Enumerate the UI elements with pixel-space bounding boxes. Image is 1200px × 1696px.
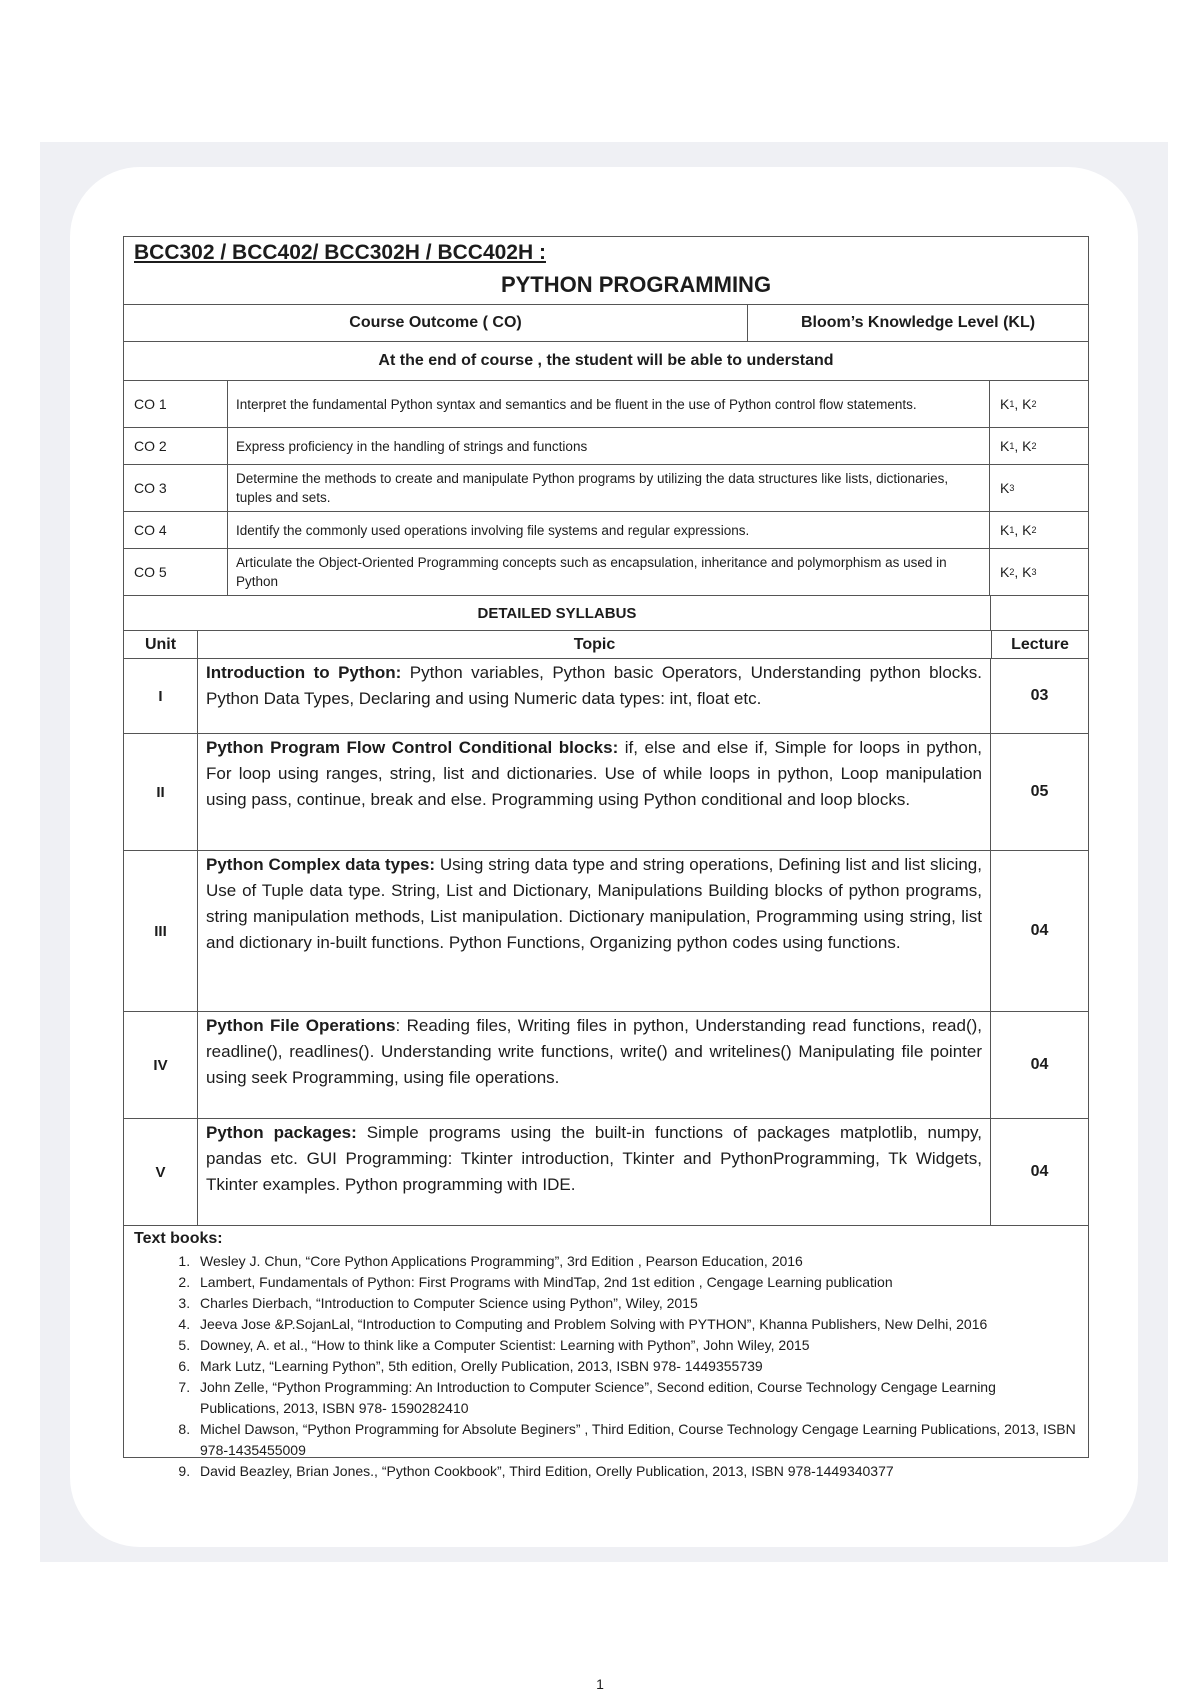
textbook-list bbox=[134, 1251, 1078, 1482]
unit-topic bbox=[198, 851, 991, 1011]
textbook-item: 9. David Beazley, Brian Jones., “Python Cookbook”, Third Edition, Orelly Publication, 2013, ISBN 978-1449340377 bbox=[194, 1461, 1078, 1482]
unit-header-row bbox=[124, 631, 1088, 659]
textbooks-section bbox=[124, 1226, 1088, 1486]
unit-row bbox=[124, 659, 1088, 734]
course-codes: BCC302 / BCC402/ BCC302H / BCC402H : bbox=[134, 241, 546, 264]
kl-header: Bloom’s Knowledge Level (KL) bbox=[800, 314, 1036, 331]
unit-col-header: Unit bbox=[124, 631, 198, 658]
unit-lecture-count: 03 bbox=[1030, 687, 1049, 704]
textbooks-title: Text books: bbox=[134, 1230, 223, 1247]
unit-topic-heading: Python File Operations bbox=[206, 1016, 396, 1035]
co-knowledge-level: K 1 , K 2 bbox=[1000, 522, 1037, 538]
detailed-syllabus-heading: DETAILED SYLLABUS bbox=[124, 596, 991, 630]
textbook-item: 6. Mark Lutz, “Learning Python”, 5th edition, Orelly Publication, 2013, ISBN 978- 1449355739 bbox=[194, 1356, 1078, 1377]
unit-topic bbox=[198, 1119, 991, 1225]
co-knowledge-level: K 1 , K 2 bbox=[1000, 396, 1037, 412]
unit-topic bbox=[198, 659, 991, 733]
unit-topic-body: if, else and else if, Simple for loops in python, For loop using ranges, string, list and dictionaries. Use of while loops in python, Loop manipulation using pass, continue, break and else. Programming using Python conditional and loop blocks. bbox=[206, 738, 982, 809]
co-header-row bbox=[124, 305, 1088, 342]
co-description: Articulate the Object-Oriented Programming concepts such as encapsulation, inheritance and polymorphism as used in Python bbox=[228, 549, 990, 595]
unit-topic-heading: Introduction to Python: bbox=[206, 663, 402, 682]
co-intro: At the end of course , the student will be able to understand bbox=[124, 342, 1088, 381]
unit-number: V bbox=[124, 1119, 198, 1225]
unit-lecture-count: 04 bbox=[1030, 1163, 1049, 1180]
co-row bbox=[124, 512, 1088, 549]
co-id: CO 4 bbox=[124, 512, 228, 548]
co-rows bbox=[124, 381, 1088, 596]
textbook-item: 4. Jeeva Jose &P.SojanLal, “Introduction to Computing and Problem Solving with PYTHON”, Khanna Publishers, New Delhi, 2016 bbox=[194, 1314, 1078, 1335]
co-description: Identify the commonly used operations involving file systems and regular expressions. bbox=[228, 512, 990, 548]
unit-topic-body: Using string data type and string operations, Defining list and list slicing, Use of Tuple data type. String, List and Dictionary, Manipulations Building blocks of python programs, string manipulation methods, List manipulation. Dictionary manipulation, Programming using string, list and dictionary in-built functions. Python Functions, Organizing python codes using functions. bbox=[206, 855, 982, 952]
co-id: CO 2 bbox=[124, 428, 228, 464]
unit-row bbox=[124, 1119, 1088, 1226]
unit-topic-heading: Python Program Flow Control Conditional blocks: bbox=[206, 738, 619, 757]
unit-rows bbox=[124, 659, 1088, 1226]
unit-lecture-count: 04 bbox=[1030, 922, 1049, 939]
unit-topic bbox=[198, 734, 991, 850]
page-number: 1 bbox=[596, 1676, 604, 1692]
unit-topic-body: Simple programs using the built-in functions of packages matplotlib, numpy, pandas etc. GUI Programming: Tkinter introduction, Tkinter and PythonProgramming, Tk Widgets, Tkinter examples. Python programming with IDE. bbox=[206, 1123, 982, 1194]
unit-topic bbox=[198, 1012, 991, 1118]
co-row bbox=[124, 381, 1088, 428]
co-header: Course Outcome ( CO) bbox=[124, 305, 748, 341]
unit-row bbox=[124, 734, 1088, 851]
co-id: CO 1 bbox=[124, 381, 228, 427]
co-id: CO 5 bbox=[124, 549, 228, 595]
unit-lecture-count: 05 bbox=[1030, 783, 1049, 800]
unit-number: II bbox=[124, 734, 198, 850]
unit-row bbox=[124, 851, 1088, 1012]
syllabus-sheet bbox=[123, 236, 1089, 1479]
topic-col-header: Topic bbox=[198, 631, 992, 658]
unit-number: I bbox=[124, 659, 198, 733]
detailed-syllabus-row bbox=[124, 596, 1088, 631]
co-row bbox=[124, 549, 1088, 596]
unit-lecture-count: 04 bbox=[1030, 1056, 1049, 1073]
unit-number: IV bbox=[124, 1012, 198, 1118]
lecture-col-header: Lecture bbox=[1011, 635, 1069, 653]
textbook-item: 2. Lambert, Fundamentals of Python: First Programs with MindTap, 2nd 1st edition , Cengage Learning publication bbox=[194, 1272, 1078, 1293]
unit-row bbox=[124, 1012, 1088, 1119]
co-id: CO 3 bbox=[124, 465, 228, 511]
unit-number: III bbox=[124, 851, 198, 1011]
co-row bbox=[124, 465, 1088, 512]
co-row bbox=[124, 428, 1088, 465]
unit-topic-heading: Python packages: bbox=[206, 1123, 357, 1142]
textbook-item: 1. Wesley J. Chun, “Core Python Applications Programming”, 3rd Edition , Pearson Education, 2016 bbox=[194, 1251, 1078, 1272]
co-knowledge-level: K 3 bbox=[1000, 480, 1015, 496]
unit-topic-body: Python variables, Python basic Operators, Understanding python blocks. Python Data Types, Declaring and using Numeric data types: int, float etc. bbox=[206, 663, 982, 708]
co-description: Express proficiency in the handling of strings and functions bbox=[228, 428, 990, 464]
textbook-item: 8. Michel Dawson, “Python Programming for Absolute Beginers” , Third Edition, Course Technology Cengage Learning Publications, 2013, ISBN 978-1435455009 bbox=[194, 1419, 1078, 1461]
textbook-item: 5. Downey, A. et al., “How to think like a Computer Scientist: Learning with Python”, John Wiley, 2015 bbox=[194, 1335, 1078, 1356]
unit-topic-body: : Reading files, Writing files in python, Understanding read functions, read(), readline(), readlines(). Understanding write functions, write() and writelines() Manipulating file pointer using seek Programming, using file operations. bbox=[206, 1016, 982, 1087]
textbook-item: 7. John Zelle, “Python Programming: An Introduction to Computer Science”, Second edition, Course Technology Cengage Learning Publications, 2013, ISBN 978- 1590282410 bbox=[194, 1377, 1078, 1419]
textbook-item: 3. Charles Dierbach, “Introduction to Computer Science using Python”, Wiley, 2015 bbox=[194, 1293, 1078, 1314]
title-block bbox=[124, 237, 1088, 305]
co-description: Determine the methods to create and manipulate Python programs by utilizing the data structures like lists, dictionaries, tuples and sets. bbox=[228, 465, 990, 511]
unit-topic-heading: Python Complex data types: bbox=[206, 855, 436, 874]
co-description: Interpret the fundamental Python syntax and semantics and be fluent in the use of Python control flow statements. bbox=[228, 381, 990, 427]
co-knowledge-level: K 2 , K 3 bbox=[1000, 564, 1037, 580]
co-knowledge-level: K 1 , K 2 bbox=[1000, 438, 1037, 454]
course-title: PYTHON PROGRAMMING bbox=[500, 272, 772, 297]
